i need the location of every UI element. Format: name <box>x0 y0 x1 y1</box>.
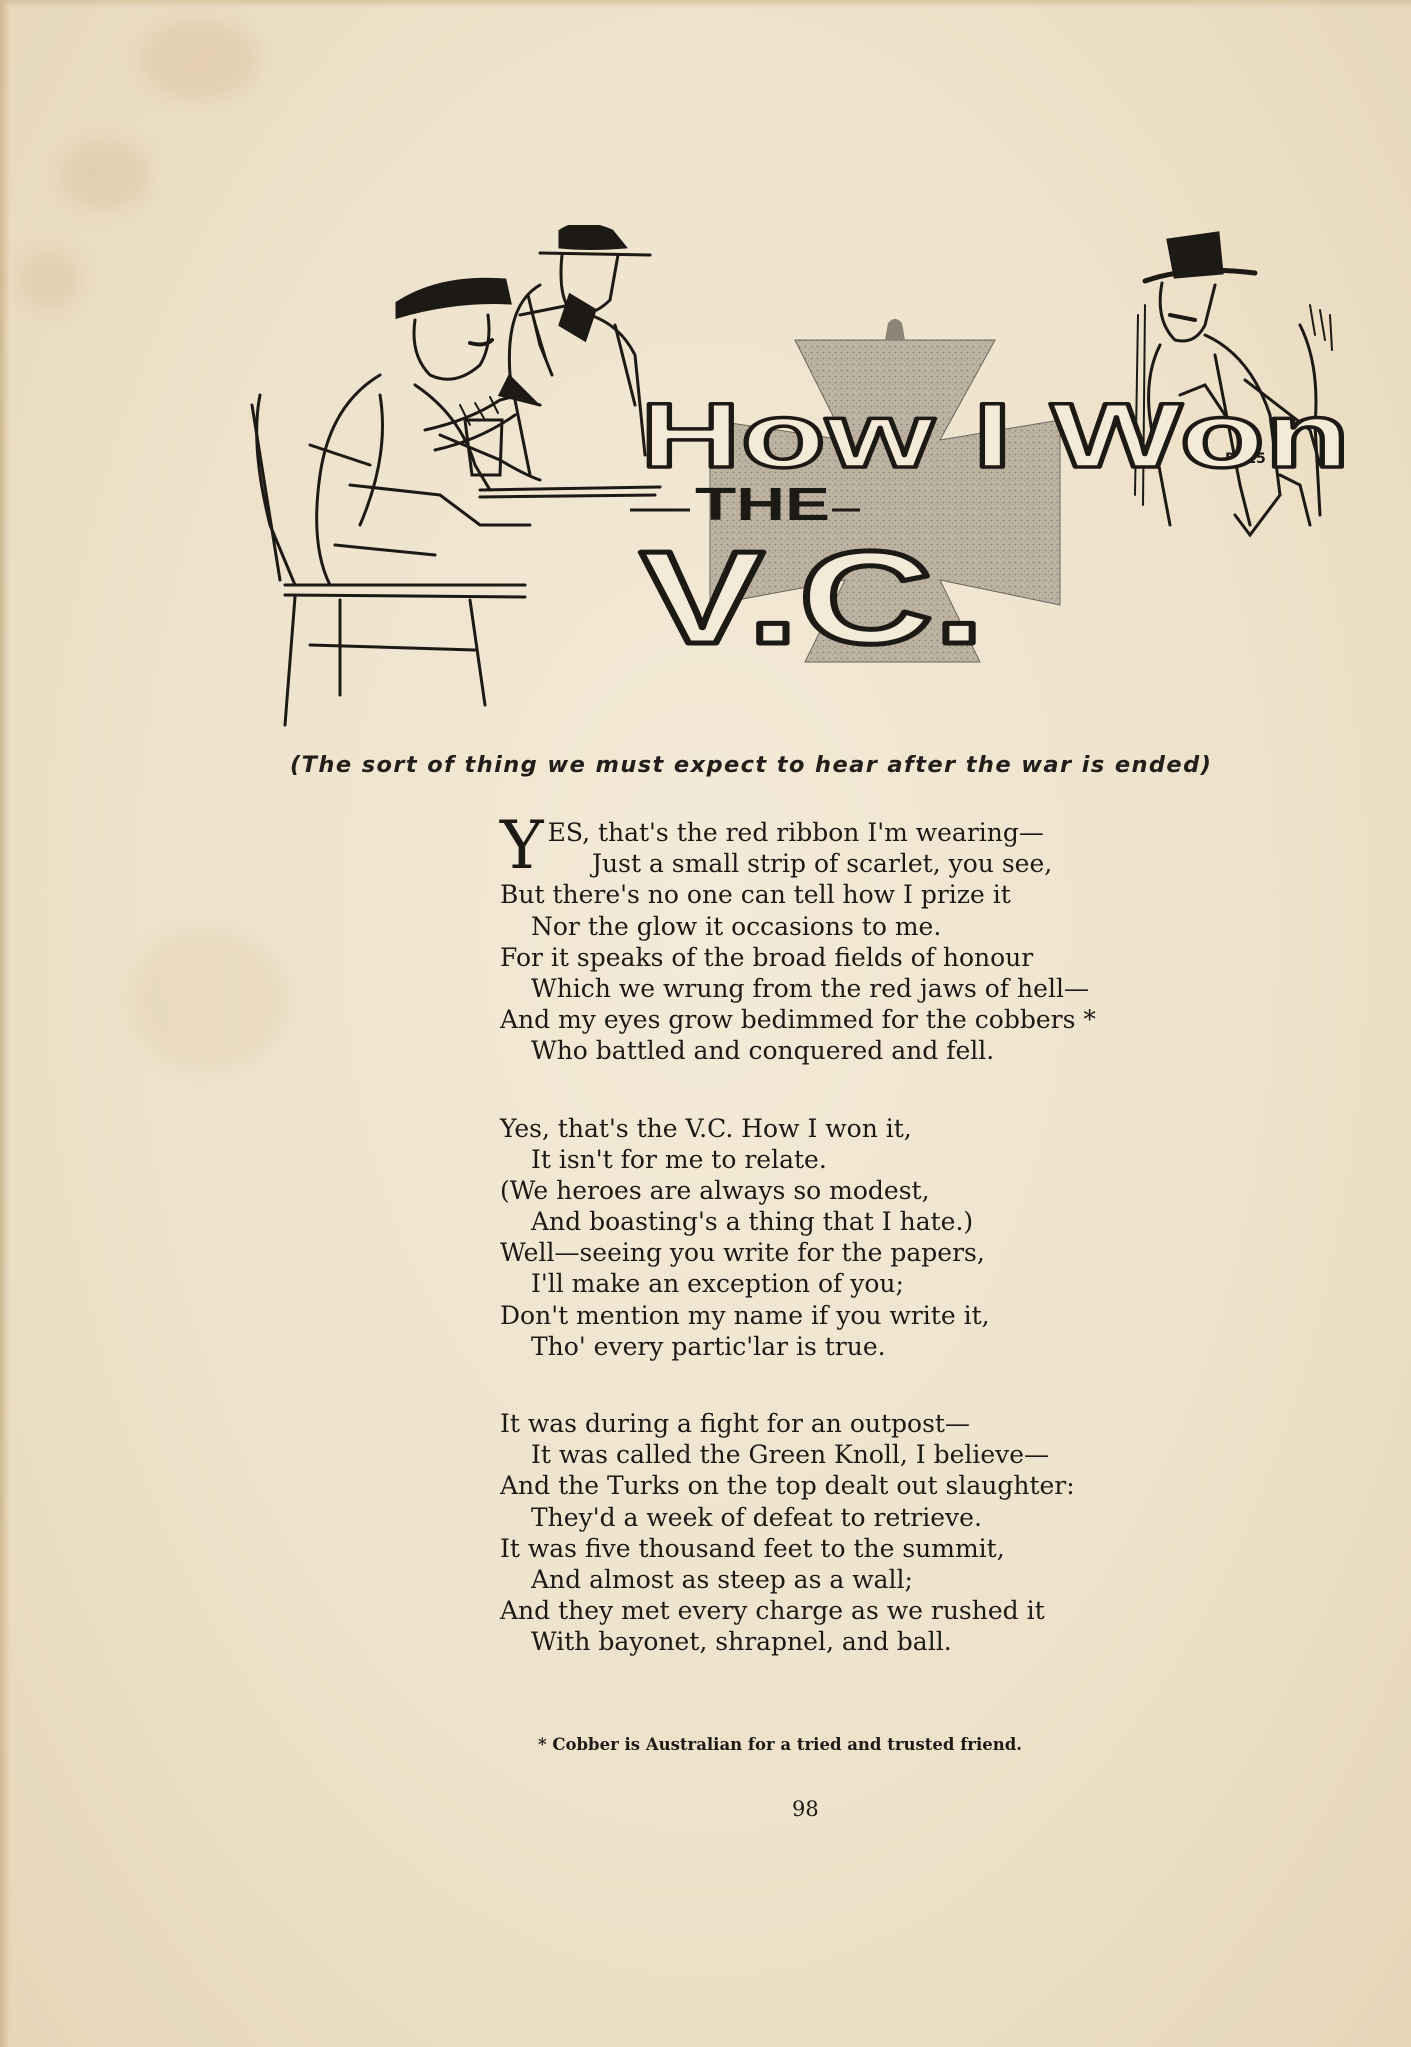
poem-subtitle: (The sort of thing we must expect to hear after the war is ended) <box>290 752 1213 778</box>
poem-line: And boasting's a thing that I hate.) <box>531 1207 974 1237</box>
page-top-edge <box>0 0 1411 8</box>
poem-line: And almost as steep as a wall; <box>531 1564 913 1594</box>
page-number: 98 <box>792 1797 819 1821</box>
poem-line: And the Turks on the top dealt out slaughter: <box>500 1471 1075 1501</box>
poem-line: (We heroes are always so modest, <box>500 1175 930 1205</box>
cross-suspension-loop <box>885 319 905 340</box>
stanza-1 <box>500 807 1200 1067</box>
poem-line: I'll make an exception of you; <box>531 1269 904 1299</box>
paper-stain <box>140 20 260 100</box>
artist-mark: D.'15 <box>1225 451 1266 467</box>
title-line-2: THE <box>695 478 830 530</box>
poem-line: But there's no one can tell how I prize it <box>500 880 1011 910</box>
poem-line: They'd a week of defeat to retrieve. <box>531 1502 982 1532</box>
paper-stain <box>130 930 290 1070</box>
soldier-figure <box>252 279 660 725</box>
poem-line: It was during a fight for an outpost— <box>500 1409 970 1438</box>
poem-line: With bayonet, shrapnel, and ball. <box>531 1627 952 1657</box>
header-illustration <box>240 225 1370 735</box>
poem <box>500 807 1200 1658</box>
drop-cap: Y <box>500 807 544 884</box>
poem-line: It was called the Green Knoll, I believe— <box>531 1440 1050 1470</box>
top-hat-man-figure <box>1135 233 1332 535</box>
page-left-edge <box>0 0 10 2047</box>
poem-line: For it speaks of the broad fields of honour <box>500 942 1034 972</box>
paper-stain <box>60 140 150 210</box>
poem-line: Don't mention my name if you write it, <box>500 1300 990 1330</box>
poem-line: Yes, that's the V.C. How I won it, <box>500 1113 912 1143</box>
poem-line: Tho' every partic'lar is true. <box>531 1331 886 1361</box>
poem-line: Just a small strip of scarlet, you see, <box>592 849 1053 879</box>
poem-line: Well—seeing you write for the papers, <box>500 1238 985 1268</box>
drinking-man-figure <box>500 225 650 475</box>
poem-line: It was five thousand feet to the summit, <box>500 1533 1005 1563</box>
poem-line: Nor the glow it occasions to me. <box>531 911 942 941</box>
title-line-1: How I Won <box>640 385 1350 487</box>
poem-line: Who battled and conquered and fell. <box>531 1036 995 1066</box>
poem-line: It isn't for me to relate. <box>531 1144 827 1174</box>
paper-stain <box>20 250 80 310</box>
poem-line: ES, that's the red ribbon I'm wearing— <box>547 818 1044 847</box>
stanza-3 <box>500 1408 1200 1658</box>
poem-line: And they met every charge as we rushed it <box>500 1596 1045 1626</box>
poem-line: Which we wrung from the red jaws of hell— <box>531 973 1089 1003</box>
title-line-3: V.C. <box>640 524 985 671</box>
footnote: * Cobber is Australian for a tried and trusted friend. <box>538 1735 1023 1754</box>
stanza-2 <box>500 1113 1200 1363</box>
poem-line: And my eyes grow bedimmed for the cobbers * <box>500 1005 1096 1035</box>
